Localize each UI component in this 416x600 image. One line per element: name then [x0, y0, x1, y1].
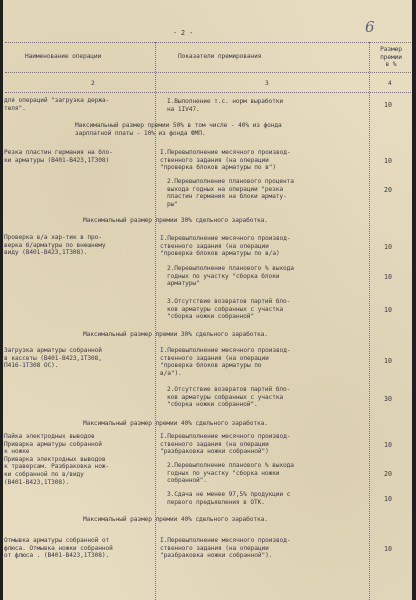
max-premium-note: Максимальный размер премии 50% в том числе - 40% из фонда зарплатной платы - 10% из фонда ФМП. — [75, 122, 282, 137]
premium-indicator: 2.Перевыполнение планового % выхода годных по участку "сборка ножки собранной". — [167, 462, 294, 485]
premium-value: 10 — [384, 157, 392, 165]
header-rule — [5, 72, 411, 73]
premium-value: 10 — [384, 441, 392, 449]
premium-indicator: I.Перевыполнение месячного производ- ственного задания (на операции "разбраковка ножки собранной") — [160, 433, 291, 456]
column-numbers-rule — [5, 92, 411, 93]
premium-indicator: 3.Сдача не менее 97,5% продукции с первого предъявления в ОТК. — [167, 491, 291, 506]
operation-name: Резка пластин германия на бло- ки арматуры (В401-В423,1Т308) — [4, 149, 113, 164]
max-premium-note: Максимальный размер премии 40% сдельного заработка. — [83, 516, 268, 523]
operation-name: Загрузка арматуры собранной в кассеты (В401-В423,1Т308, П416-1Т308 ОС). — [4, 347, 102, 370]
premium-indicator: 2.Перевыполнение планового процента выхода годных на операции "резка пластин германия на блоки армату- ры" — [167, 178, 294, 208]
premium-value: 10 — [384, 495, 392, 503]
premium-value: 10 — [384, 273, 392, 281]
max-premium-note: Максимальный размер премии 40% сдельного заработка. — [83, 420, 268, 427]
premium-indicator: I.Перевыполнение месячного производ- ственного задания (на операции "проверка блоков арматуры по в") — [160, 149, 291, 172]
premium-value: 10 — [384, 243, 392, 251]
premium-value: 20 — [384, 470, 392, 478]
page-number: - 2 - — [172, 29, 194, 37]
premium-indicator: 2.Отсутствие возвратов партий бло- ков арматуры собранных с участка "сборка ножки собранной". — [167, 386, 291, 409]
premium-value: 20 — [384, 186, 392, 194]
premium-indicator: I.Перевыполнение месячного производ- ственного задания (на операции "проверка блоков арматуры по в/а"). — [160, 347, 291, 377]
premium-indicator: 2.Перевыполнение планового % выхода годных по участку "сборка блоки арматуры" — [167, 265, 294, 288]
table-top-rule — [5, 42, 411, 43]
premium-indicator: I.Выполнение т.с. норм выработки на 1IV47. — [167, 98, 284, 113]
premium-indicator: I.Перевыполнение месячного производ- ственного задания (на операции "разбраковка ножки собранной"). — [160, 537, 291, 560]
column-number-2: 2 — [91, 80, 95, 87]
operation-name: для операций "загрузка держа- теля". — [4, 97, 110, 112]
column-header-indicators: Показатели премирования — [178, 53, 262, 60]
column-header-operation: Наименование операции — [25, 53, 102, 60]
operation-name: Отмывка арматуры собранной от флюса. Отмывка ножки собранной от флюса . (В401-В423,1Т308). — [4, 537, 113, 560]
max-premium-note: Максимальный размер премии 30% сдельного заработка. — [83, 217, 268, 224]
max-premium-note: Максимальный размер премии 30% сдельного заработка. — [83, 331, 268, 338]
operation-name: Проверка в/а хар-тик в про- верка б/арматуры по внешнему виду (В401-В423,1Т308). — [4, 234, 106, 257]
document-page — [3, 0, 412, 600]
premium-value: 10 — [384, 545, 392, 553]
premium-value: 30 — [384, 395, 392, 403]
premium-value: 10 — [384, 357, 392, 365]
column-divider — [369, 42, 370, 600]
premium-value: 10 — [384, 306, 392, 314]
premium-indicator: I.Перевыполнение месячного производ- ственного задания (на операции "проверка блоков арматуры по в/а) — [160, 235, 291, 258]
column-number-3: 3 — [265, 80, 269, 87]
column-header-size: Размер премии в % — [380, 46, 402, 69]
premium-value: 10 — [384, 101, 392, 109]
column-number-4: 4 — [388, 80, 392, 87]
operation-name: Пайка электродных выводов Приварка арматуры собранной к ножке Приварка электродных выводов к траверсам. Разбраковка нож- ки собранной по в/виду (В401-В423,1Т308). — [4, 433, 110, 486]
premium-indicator: 3.Отсутствие возвратов партий бло- ков арматуры собранных с участка "сборка ножки собранной" — [167, 298, 291, 321]
handwritten-page-number: 6 — [365, 18, 375, 36]
